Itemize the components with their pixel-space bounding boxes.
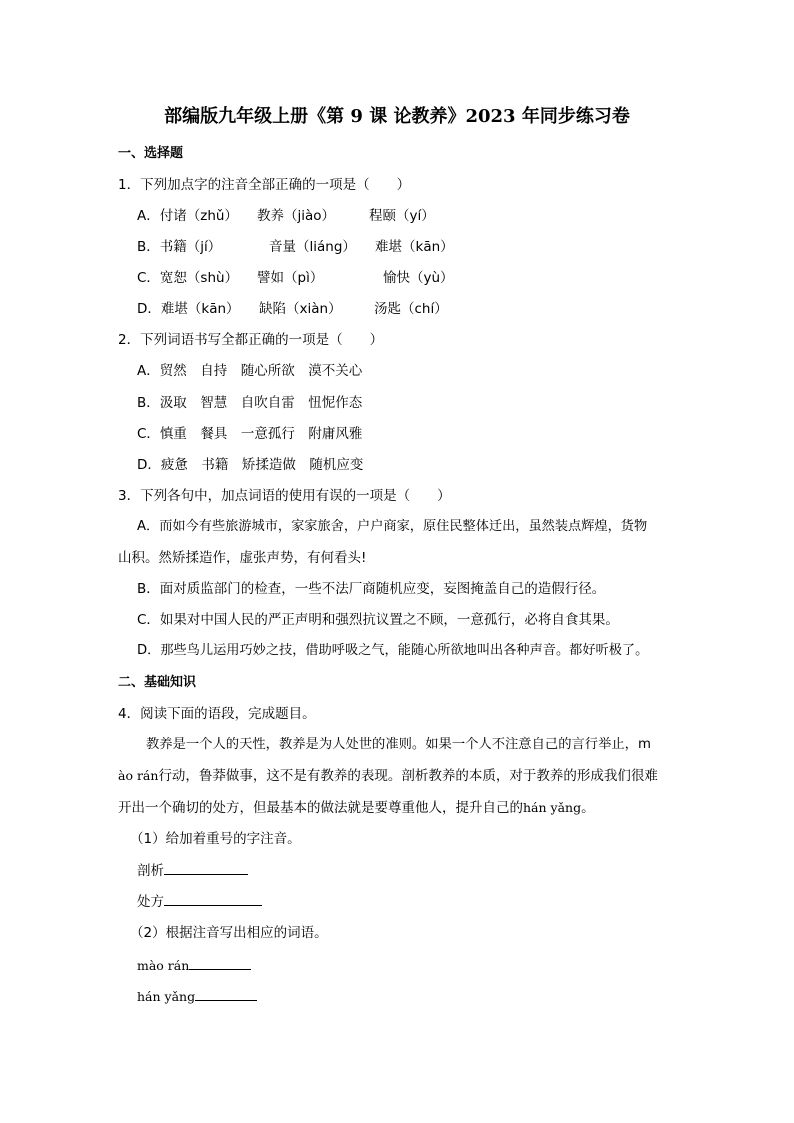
q1-b-item-2: 音量（liáng） (269, 239, 356, 255)
q1-a-item-1: A．付诸（zhǔ） (137, 208, 238, 224)
section-choice-heading: 一、选择题 (118, 146, 184, 161)
question-2-stem: 2．下列词语书写全都正确的一项是（ ） (118, 332, 384, 348)
section-basic-knowledge-heading: 二、基础知识 (118, 675, 197, 690)
question-2-option-b: B．汲取 智慧 自吹自雷 忸怩作态 (137, 395, 363, 411)
pinyin-maoran: mào rán (137, 958, 190, 973)
question-1-stem: 1．下列加点字的注音全部正确的一项是（ ） (118, 177, 411, 193)
answer-blank-hanyang[interactable] (195, 986, 257, 1001)
question-3-option-c: C．如果对中国人民的严正声明和强烈抗议置之不顾，一意孤行，必将自食其果。 (137, 612, 619, 628)
question-2-option-d: D．疲惫 书籍 矫揉造做 随机应变 (137, 457, 364, 473)
answer-row-maoran (137, 955, 251, 976)
q1-d-item-1: D．难堪（kān） (137, 301, 240, 317)
question-1-option-b (137, 237, 454, 257)
q1-a-item-2: 教养（jiào） (257, 208, 336, 224)
sub-question-1: （1）给加着重号的字注音。 (130, 831, 301, 847)
q1-a-item-3: 程颐（yí） (369, 208, 435, 224)
question-3-option-d: D．那些鸟儿运用巧妙之技，借助呼吸之气，能随心所欲地叫出各种声音。都好听极了。 (137, 643, 649, 658)
passage-pinyin-hanyang: hán yǎng (523, 800, 582, 815)
q1-d-item-2: 缺陷（xiàn） (259, 301, 342, 317)
answer-blank-pouxi[interactable] (164, 860, 248, 875)
question-4-stem: 4．阅读下面的语段，完成题目。 (118, 706, 316, 722)
question-2-option-c: C．慎重 餐具 一意孤行 附庸风雅 (137, 426, 363, 442)
passage-line-3-end: 。 (581, 800, 595, 816)
page-title: 部编版九年级上册《第 9 课 论教养》2023 年同步练习卷 (164, 106, 630, 127)
q1-b-item-3: 难堪（kān） (375, 239, 454, 255)
answer-row-chufang (137, 891, 262, 912)
q1-c-item-1: C．宽恕（shù） (137, 270, 239, 286)
answer-row-hanyang (137, 986, 257, 1007)
question-1-option-c (137, 268, 454, 288)
sub-question-2: （2）根据注音写出相应的词语。 (130, 925, 328, 941)
question-1-option-a (137, 206, 435, 226)
question-3-option-a-line-2: 山积。然矫揉造作，虚张声势，有何看头! (118, 550, 367, 566)
q1-b-item-1: B．书籍（jí） (137, 239, 222, 255)
passage-line-2 (118, 766, 658, 786)
answer-blank-maoran[interactable] (189, 955, 251, 970)
answer-blank-chufang[interactable] (164, 891, 262, 906)
question-2-option-a: A．贸然 自持 随心所欲 漠不关心 (137, 363, 363, 379)
word-pouxi: 剖析 (137, 863, 164, 879)
question-3-stem: 3．下列各句中，加点词语的使用有误的一项是（ ） (118, 488, 451, 504)
passage-line-2-text: 行动，鲁莽做事，这不是有教养的表现。剖析教养的本质，对于教养的形成我们很难 (158, 768, 658, 784)
passage-line-1: 教养是一个人的天性，教养是为人处世的准则。如果一个人不注意自己的言行举止，m (146, 737, 651, 752)
question-3-option-b: B．面对质监部门的检查，一些不法厂商随机应变，妄图掩盖自己的造假行径。 (137, 581, 606, 597)
question-1-option-d (137, 299, 448, 319)
passage-pinyin-maoran: ào rán (118, 768, 159, 783)
q1-d-item-3: 汤匙（chí） (374, 301, 448, 317)
passage-line-3-text: 开出一个确切的处方，但最基本的做法就是要尊重他人，提升自己的 (118, 800, 523, 816)
q1-c-item-2: 譬如（pì） (257, 270, 324, 286)
pinyin-hanyang: hán yǎng (137, 989, 196, 1004)
q1-c-item-3: 愉快（yù） (383, 270, 454, 286)
answer-row-pouxi (137, 860, 248, 881)
question-3-option-a-line-1: A．而如今有些旅游城市，家家旅舍，户户商家，原住民整体迁出，虽然装点辉煌，货物 (137, 519, 648, 534)
passage-line-3 (118, 798, 595, 818)
word-chufang: 处方 (137, 894, 164, 910)
